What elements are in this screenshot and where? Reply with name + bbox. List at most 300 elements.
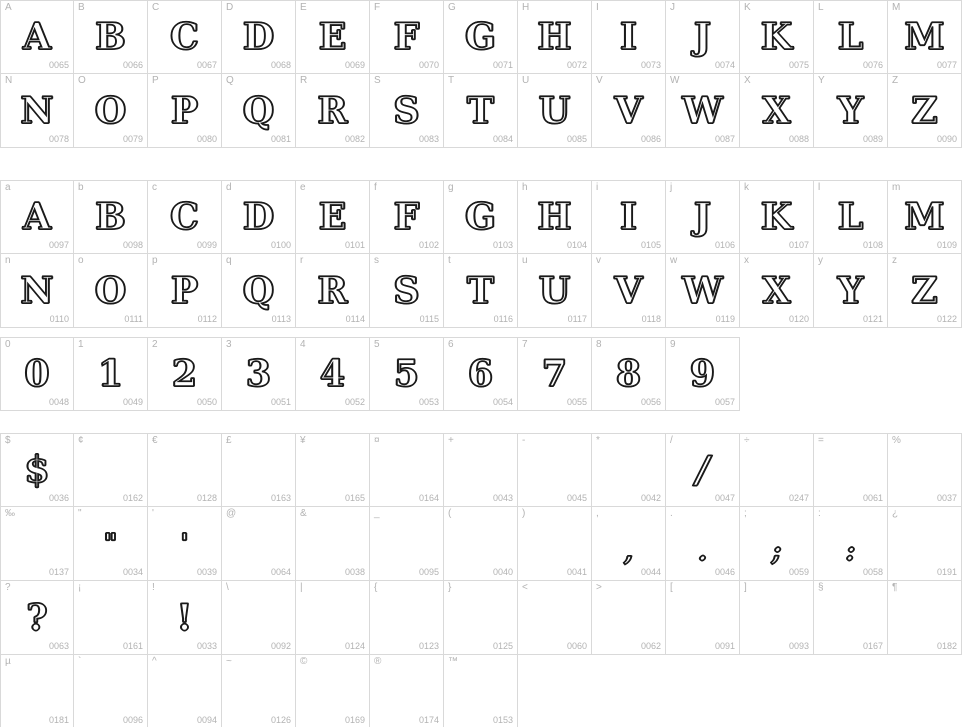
- glyph-cell[interactable]: [222, 0, 296, 74]
- glyph-cell[interactable]: [0, 254, 74, 328]
- glyph-preview: $: [24, 449, 50, 491]
- glyph-cell[interactable]: [222, 507, 296, 581]
- glyph-char-label: ‰: [5, 508, 15, 519]
- glyph-code-label: 0042: [640, 493, 661, 503]
- glyph-char-label: ~: [226, 656, 232, 667]
- glyph-char-label: .: [670, 508, 673, 519]
- glyph-char-label: !: [152, 582, 155, 593]
- glyph-code-label: 0101: [344, 240, 365, 250]
- glyph-char-label: k: [744, 182, 749, 193]
- glyph-cell[interactable]: [148, 337, 222, 411]
- glyph-cell[interactable]: [888, 581, 962, 655]
- glyph-code-label: 0191: [936, 567, 957, 577]
- glyph-char-label: X: [744, 75, 751, 86]
- glyph-code-label: 0090: [936, 134, 957, 144]
- glyph-cell[interactable]: [370, 655, 444, 727]
- glyph-cell[interactable]: [592, 254, 666, 328]
- glyph-code-label: 0062: [640, 641, 661, 651]
- glyph-code-label: 0081: [270, 134, 291, 144]
- glyph-code-label: 0060: [566, 641, 587, 651]
- glyph-cell[interactable]: [740, 180, 814, 254]
- glyph-cell[interactable]: [814, 180, 888, 254]
- glyph-code-label: 0164: [418, 493, 439, 503]
- glyph-preview: Q: [242, 89, 275, 132]
- glyph-char-label: Q: [226, 75, 234, 86]
- glyph-preview: /: [695, 449, 710, 491]
- glyph-preview: 0: [24, 353, 50, 395]
- glyph-char-label: n: [5, 255, 11, 266]
- glyph-cell[interactable]: [148, 655, 222, 727]
- glyph-cell[interactable]: [296, 581, 370, 655]
- glyph-cell[interactable]: [222, 180, 296, 254]
- glyph-cell[interactable]: [0, 433, 74, 507]
- glyph-cell[interactable]: [518, 74, 592, 148]
- glyph-cell[interactable]: [74, 507, 148, 581]
- glyph-cell[interactable]: [666, 581, 740, 655]
- glyph-preview: D: [242, 196, 275, 238]
- glyph-preview: T: [467, 269, 494, 312]
- glyph-code-label: 0079: [122, 134, 143, 144]
- glyph-char-label: l: [818, 182, 821, 193]
- glyph-char-label: }: [448, 582, 452, 593]
- glyph-char-label: €: [152, 435, 158, 446]
- glyph-cell[interactable]: [148, 581, 222, 655]
- glyph-code-label: 0118: [641, 314, 661, 324]
- glyph-cell[interactable]: [518, 507, 592, 581]
- glyph-preview: Y: [837, 269, 864, 312]
- glyph-cell[interactable]: [148, 0, 222, 74]
- glyph-cell[interactable]: [740, 0, 814, 74]
- glyph-char-label: I: [596, 2, 599, 13]
- glyph-code-label: 0120: [788, 314, 809, 324]
- glyph-char-label: @: [226, 508, 237, 519]
- glyph-code-label: 0076: [862, 60, 883, 70]
- glyph-preview: H: [537, 196, 572, 238]
- glyph-cell[interactable]: [222, 254, 296, 328]
- glyph-code-label: 0047: [714, 493, 735, 503]
- glyph-code-label: 0067: [196, 60, 217, 70]
- glyph-char-label: =: [818, 435, 824, 446]
- glyph-cell[interactable]: [888, 507, 962, 581]
- glyph-char-label: V: [596, 75, 603, 86]
- glyph-cell[interactable]: [0, 74, 74, 148]
- glyph-code-label: 0085: [566, 134, 587, 144]
- glyph-code-label: 0083: [418, 134, 439, 144]
- glyph-cell[interactable]: [666, 433, 740, 507]
- glyph-code-label: 0174: [418, 715, 439, 725]
- glyph-cell[interactable]: [740, 507, 814, 581]
- glyph-preview: ": [103, 528, 118, 559]
- glyph-code-label: 0087: [714, 134, 735, 144]
- glyph-row: [0, 337, 740, 411]
- glyph-code-label: 0064: [270, 567, 291, 577]
- glyph-code-label: 0098: [122, 240, 143, 250]
- glyph-code-label: 0094: [196, 715, 217, 725]
- glyph-preview: E: [318, 16, 347, 58]
- glyph-char-label: ¡: [78, 582, 82, 593]
- glyph-char-label: v: [596, 255, 601, 266]
- glyph-char-label: Z: [892, 75, 899, 86]
- glyph-char-label: O: [78, 75, 86, 86]
- glyph-code-label: 0048: [48, 397, 69, 407]
- glyph-row: [0, 74, 962, 148]
- glyph-cell[interactable]: [592, 581, 666, 655]
- glyph-cell[interactable]: [296, 180, 370, 254]
- glyph-code-label: 0089: [862, 134, 883, 144]
- glyph-cell[interactable]: [296, 433, 370, 507]
- glyph-code-label: 0072: [566, 60, 587, 70]
- glyph-cell[interactable]: [814, 74, 888, 148]
- glyph-cell[interactable]: [370, 337, 444, 411]
- glyph-char-label: 4: [300, 339, 306, 350]
- glyph-char-label: m: [892, 182, 901, 193]
- glyph-char-label: E: [300, 2, 307, 13]
- glyph-char-label: e: [300, 182, 306, 193]
- glyph-preview: Z: [911, 269, 938, 312]
- glyph-cell[interactable]: [148, 507, 222, 581]
- glyph-cell[interactable]: [444, 0, 518, 74]
- glyph-cell[interactable]: [888, 433, 962, 507]
- glyph-char-label: u: [522, 255, 528, 266]
- glyph-cell[interactable]: [74, 655, 148, 727]
- glyph-char-label: J: [670, 2, 675, 13]
- glyph-char-label: ÷: [744, 435, 750, 446]
- glyph-cell[interactable]: [666, 0, 740, 74]
- glyph-cell[interactable]: [222, 433, 296, 507]
- glyph-char-label: d: [226, 182, 232, 193]
- glyph-cell[interactable]: [444, 254, 518, 328]
- glyph-cell[interactable]: [74, 433, 148, 507]
- glyph-cell[interactable]: [592, 74, 666, 148]
- glyph-code-label: 0045: [566, 493, 587, 503]
- glyph-code-label: 0033: [196, 641, 217, 651]
- glyph-cell[interactable]: [74, 337, 148, 411]
- glyph-preview: M: [904, 16, 945, 58]
- glyph-preview: C: [170, 196, 199, 238]
- glyph-preview: O: [94, 89, 127, 132]
- glyph-cell[interactable]: [518, 433, 592, 507]
- glyph-code-label: 0068: [270, 60, 291, 70]
- glyph-code-label: 0128: [196, 493, 217, 503]
- glyph-cell[interactable]: [888, 0, 962, 74]
- glyph-char-label: ": [78, 508, 82, 519]
- glyph-preview: 2: [171, 353, 198, 395]
- glyph-code-label: 0093: [788, 641, 809, 651]
- glyph-cell[interactable]: [370, 254, 444, 328]
- glyph-char-label: ;: [744, 508, 747, 519]
- glyph-code-label: 0125: [492, 641, 513, 651]
- glyph-row: [0, 254, 962, 328]
- glyph-cell[interactable]: [370, 507, 444, 581]
- glyph-code-label: 0077: [936, 60, 957, 70]
- glyph-code-label: 0247: [788, 493, 809, 503]
- glyph-cell[interactable]: [296, 0, 370, 74]
- glyph-char-label: 3: [226, 339, 232, 350]
- glyph-char-label: 7: [522, 339, 528, 350]
- glyph-cell[interactable]: [592, 507, 666, 581]
- glyph-cell[interactable]: [814, 433, 888, 507]
- glyph-preview: T: [467, 89, 494, 132]
- glyph-cell[interactable]: [74, 0, 148, 74]
- glyph-cell[interactable]: [814, 581, 888, 655]
- glyph-char-label: ^: [152, 656, 157, 667]
- glyph-preview: V: [614, 89, 643, 132]
- glyph-cell[interactable]: [148, 433, 222, 507]
- glyph-cell[interactable]: [296, 254, 370, 328]
- glyph-code-label: 0163: [270, 493, 291, 503]
- glyph-cell[interactable]: [666, 254, 740, 328]
- glyph-char-label: x: [744, 255, 749, 266]
- glyph-cell[interactable]: [0, 581, 74, 655]
- glyph-code-label: 0104: [566, 240, 587, 250]
- glyph-char-label: Y: [818, 75, 825, 86]
- glyph-cell[interactable]: [592, 0, 666, 74]
- glyph-cell[interactable]: [370, 74, 444, 148]
- glyph-cell[interactable]: [370, 433, 444, 507]
- glyph-cell[interactable]: [518, 337, 592, 411]
- glyph-cell[interactable]: [592, 337, 666, 411]
- glyph-cell[interactable]: [666, 180, 740, 254]
- glyph-preview: J: [693, 16, 712, 58]
- glyph-char-label: {: [374, 582, 378, 593]
- glyph-code-label: 0066: [122, 60, 143, 70]
- glyph-preview: Z: [911, 89, 938, 132]
- glyph-cell[interactable]: [444, 74, 518, 148]
- glyph-cell[interactable]: [222, 74, 296, 148]
- glyph-code-label: 0069: [344, 60, 365, 70]
- glyph-code-label: 0161: [122, 641, 143, 651]
- glyph-code-label: 0088: [788, 134, 809, 144]
- glyph-code-label: 0053: [418, 397, 439, 407]
- glyph-cell[interactable]: [814, 0, 888, 74]
- glyph-char-label: s: [374, 255, 379, 266]
- glyph-cell[interactable]: [666, 74, 740, 148]
- glyph-char-label: $: [5, 435, 11, 446]
- glyph-code-label: 0092: [270, 641, 291, 651]
- glyph-cell[interactable]: [444, 507, 518, 581]
- glyph-char-label: H: [522, 2, 530, 13]
- glyph-char-label: µ: [5, 656, 11, 667]
- glyph-preview: G: [465, 196, 496, 238]
- glyph-char-label: g: [448, 182, 454, 193]
- glyph-cell[interactable]: [740, 254, 814, 328]
- glyph-code-label: 0096: [122, 715, 143, 725]
- glyph-preview: X: [762, 269, 791, 312]
- glyph-cell[interactable]: [0, 0, 74, 74]
- glyph-cell[interactable]: [666, 507, 740, 581]
- glyph-preview: J: [693, 196, 712, 238]
- glyph-cell[interactable]: [518, 581, 592, 655]
- glyph-cell[interactable]: [518, 254, 592, 328]
- glyph-cell[interactable]: [74, 180, 148, 254]
- glyph-preview: Y: [837, 89, 864, 132]
- glyph-cell[interactable]: [370, 581, 444, 655]
- glyph-char-label: ¶: [892, 582, 898, 593]
- glyph-char-label: j: [670, 182, 673, 193]
- glyph-char-label: o: [78, 255, 84, 266]
- glyph-preview: Q: [242, 269, 275, 312]
- glyph-cell[interactable]: [0, 507, 74, 581]
- glyph-char-label: K: [744, 2, 751, 13]
- glyph-preview: O: [94, 269, 127, 312]
- glyph-cell[interactable]: [0, 337, 74, 411]
- glyph-row: [0, 655, 962, 727]
- glyph-cell[interactable]: [370, 0, 444, 74]
- glyph-char-label: ?: [5, 582, 11, 593]
- glyph-cell[interactable]: [222, 581, 296, 655]
- glyph-cell[interactable]: [148, 180, 222, 254]
- glyph-preview: :: [845, 537, 856, 568]
- glyph-code-label: 0043: [492, 493, 513, 503]
- glyph-char-label: >: [596, 582, 602, 593]
- glyph-char-label: W: [670, 75, 680, 86]
- glyph-code-label: 0113: [271, 314, 291, 324]
- glyph-cell[interactable]: [222, 337, 296, 411]
- glyph-char-label: &: [300, 508, 307, 519]
- glyph-code-label: 0046: [714, 567, 735, 577]
- glyph-cell[interactable]: [666, 337, 740, 411]
- glyph-preview: ,: [623, 537, 634, 568]
- glyph-preview: ': [180, 528, 189, 559]
- glyph-code-label: 0070: [418, 60, 439, 70]
- glyph-cell[interactable]: [444, 433, 518, 507]
- glyph-char-label: ': [152, 508, 154, 519]
- glyph-cell[interactable]: [444, 655, 518, 727]
- glyph-preview: I: [620, 196, 637, 238]
- glyph-code-label: 0100: [270, 240, 291, 250]
- glyph-row: [0, 180, 962, 254]
- glyph-char-label: |: [300, 582, 303, 593]
- glyph-preview: W: [682, 89, 723, 132]
- glyph-code-label: 0108: [862, 240, 883, 250]
- glyph-code-label: 0071: [492, 60, 513, 70]
- glyph-cell[interactable]: [74, 74, 148, 148]
- glyph-cell[interactable]: [296, 337, 370, 411]
- glyph-cell[interactable]: [74, 254, 148, 328]
- glyph-code-label: 0078: [48, 134, 69, 144]
- glyph-preview: W: [682, 269, 723, 312]
- glyph-preview: 8: [615, 353, 642, 395]
- glyph-preview: 3: [245, 353, 272, 395]
- glyph-code-label: 0080: [196, 134, 217, 144]
- glyph-code-label: 0086: [640, 134, 661, 144]
- glyph-code-label: 0044: [640, 567, 661, 577]
- glyph-code-label: 0084: [492, 134, 513, 144]
- glyph-code-label: 0124: [344, 641, 365, 651]
- glyph-code-label: 0051: [270, 397, 291, 407]
- glyph-char-label: §: [818, 582, 824, 593]
- glyph-char-label: ¤: [374, 435, 380, 446]
- glyph-cell[interactable]: [740, 581, 814, 655]
- glyph-preview: R: [317, 89, 348, 132]
- glyph-code-label: 0165: [344, 493, 365, 503]
- glyph-preview: S: [393, 89, 420, 132]
- glyph-cell[interactable]: [296, 507, 370, 581]
- glyph-row: [0, 507, 962, 581]
- glyph-cell[interactable]: [74, 581, 148, 655]
- glyph-preview: E: [318, 196, 347, 238]
- glyph-preview: P: [170, 269, 199, 312]
- glyph-preview: 6: [467, 353, 494, 395]
- glyph-cell[interactable]: [370, 180, 444, 254]
- glyph-cell[interactable]: [0, 180, 74, 254]
- glyph-cell[interactable]: [814, 254, 888, 328]
- glyph-code-label: 0058: [862, 567, 883, 577]
- glyph-code-label: 0121: [862, 314, 883, 324]
- glyph-char-label: F: [374, 2, 381, 13]
- glyph-preview: I: [620, 16, 637, 58]
- glyph-char-label: 8: [596, 339, 602, 350]
- glyph-cell[interactable]: [592, 433, 666, 507]
- glyph-preview: K: [760, 196, 793, 238]
- glyph-cell[interactable]: [814, 507, 888, 581]
- glyph-cell[interactable]: [148, 254, 222, 328]
- glyph-char-label: h: [522, 182, 528, 193]
- glyph-char-label: <: [522, 582, 528, 593]
- glyph-preview: V: [614, 269, 643, 312]
- glyph-cell[interactable]: [444, 337, 518, 411]
- glyph-char-label: _: [374, 508, 380, 519]
- glyph-row: [0, 433, 962, 507]
- glyph-cell[interactable]: [296, 655, 370, 727]
- glyph-row: [0, 0, 962, 74]
- glyph-code-label: 0065: [48, 60, 69, 70]
- glyph-char-label: A: [5, 2, 12, 13]
- glyph-code-label: 0052: [344, 397, 365, 407]
- glyph-cell[interactable]: [0, 655, 74, 727]
- glyph-cell[interactable]: [444, 180, 518, 254]
- glyph-code-label: 0115: [419, 314, 439, 324]
- glyph-char-label: R: [300, 75, 308, 86]
- glyph-preview: L: [837, 16, 864, 58]
- glyph-code-label: 0105: [640, 240, 661, 250]
- glyph-preview: F: [393, 196, 420, 238]
- glyph-preview: 7: [541, 353, 568, 395]
- glyph-cell[interactable]: [296, 74, 370, 148]
- glyph-char-label: ¿: [892, 508, 899, 519]
- glyph-char-label: 1: [78, 339, 84, 350]
- glyph-preview: M: [904, 196, 945, 238]
- glyph-preview: .: [697, 537, 708, 568]
- glyph-cell[interactable]: [222, 655, 296, 727]
- glyph-code-label: 0107: [788, 240, 809, 250]
- glyph-cell[interactable]: [518, 0, 592, 74]
- glyph-char-label: ®: [374, 656, 382, 667]
- glyph-cell[interactable]: [148, 74, 222, 148]
- glyph-cell[interactable]: [888, 74, 962, 148]
- glyph-cell[interactable]: [592, 180, 666, 254]
- glyph-code-label: 0112: [197, 314, 217, 324]
- glyph-cell[interactable]: [740, 433, 814, 507]
- glyph-char-label: :: [818, 508, 821, 519]
- glyph-cell[interactable]: [444, 581, 518, 655]
- glyph-preview: N: [20, 269, 54, 312]
- glyph-cell[interactable]: [888, 180, 962, 254]
- glyph-char-label: ): [522, 508, 526, 519]
- glyph-char-label: 6: [448, 339, 454, 350]
- glyph-char-label: ©: [300, 656, 308, 667]
- glyph-cell[interactable]: [888, 254, 962, 328]
- glyph-char-label: ™: [448, 656, 458, 667]
- glyph-code-label: 0116: [493, 314, 513, 324]
- glyph-cell[interactable]: [518, 180, 592, 254]
- glyph-block-digits: [0, 337, 740, 411]
- glyph-char-label: 0: [5, 339, 11, 350]
- glyph-code-label: 0106: [714, 240, 735, 250]
- glyph-cell[interactable]: [740, 74, 814, 148]
- glyph-code-label: 0041: [566, 567, 587, 577]
- glyph-char-label: r: [300, 255, 304, 266]
